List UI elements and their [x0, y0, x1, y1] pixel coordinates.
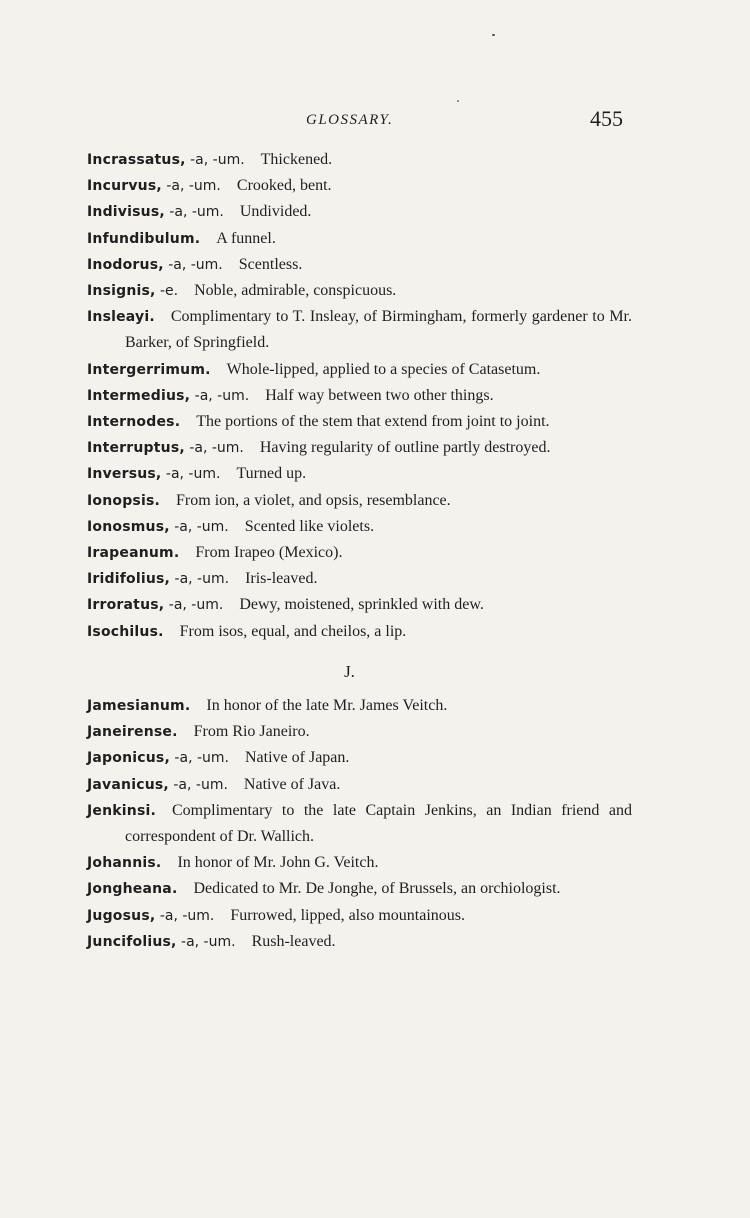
- glossary-entry: [87, 903, 632, 929]
- entries-section-j: [87, 693, 632, 955]
- glossary-entry: [87, 876, 632, 902]
- glossary-entry: [87, 383, 632, 409]
- glossary-entry: [87, 147, 632, 173]
- glossary-entry: [87, 278, 632, 304]
- entries-section-i: [87, 147, 632, 645]
- glossary-entry: [87, 199, 632, 225]
- ink-speck: [492, 34, 495, 36]
- glossary-entry: [87, 929, 632, 955]
- entry-term: Jugosus,: [87, 907, 156, 924]
- entry-definition: The portions of the stem that extend from joint to joint.: [196, 413, 550, 431]
- entry-definition: Native of Java.: [243, 775, 341, 793]
- entry-definition: Rush-leaved.: [251, 932, 336, 950]
- entry-definition: From isos, equal, and cheilos, a lip.: [179, 622, 407, 640]
- glossary-entry: [87, 514, 632, 540]
- entry-suffix: -a, -um.: [164, 597, 224, 614]
- glossary-entry: [87, 850, 632, 876]
- glossary-entry: [87, 772, 632, 798]
- entry-term: Juncifolius,: [87, 933, 177, 950]
- glossary-entry: [87, 461, 632, 487]
- entry-definition: Scented like violets.: [244, 517, 375, 535]
- ink-speck: [457, 100, 459, 102]
- entry-definition: Native of Japan.: [244, 749, 350, 767]
- section-heading-j: J.: [344, 661, 355, 681]
- entry-term: Internodes.: [87, 414, 181, 431]
- entry-suffix: -a, -um.: [168, 776, 228, 793]
- entry-term: Johannis.: [87, 855, 162, 872]
- entry-definition: Complimentary to T. Insleay, of Birmingham, formerly gardener to Mr. Barker, of Springfield.: [125, 308, 632, 352]
- entry-definition: Turned up.: [236, 465, 307, 483]
- entry-term: Incrassatus,: [87, 152, 186, 168]
- entry-definition: From Irapeo (Mexico).: [195, 544, 343, 562]
- entry-suffix: -a, -um.: [164, 204, 224, 221]
- entry-suffix: -a, -um.: [170, 571, 230, 588]
- entry-term: Inodorus,: [87, 256, 164, 273]
- entry-definition: Scentless.: [238, 255, 303, 273]
- glossary-entry: [87, 719, 632, 745]
- entry-suffix: -a, -um.: [161, 466, 221, 483]
- entry-suffix: -a, -um.: [155, 907, 215, 924]
- glossary-entry: [87, 173, 632, 199]
- entry-term: Ionosmus,: [87, 518, 170, 535]
- glossary-entry: [87, 619, 632, 645]
- page-header: [0, 106, 750, 140]
- entry-definition: Noble, admirable, conspicuous.: [194, 282, 397, 300]
- glossary-entries: [87, 147, 632, 955]
- glossary-entry: [87, 304, 632, 356]
- glossary-entry: [87, 798, 632, 850]
- entry-term: Insignis,: [87, 283, 156, 300]
- entry-term: Infundibulum.: [87, 230, 201, 247]
- entry-term: Jenkinsi.: [87, 802, 156, 819]
- entry-definition: From Rio Janeiro.: [193, 723, 310, 741]
- glossary-entry: [87, 252, 632, 278]
- page-number: 455: [590, 106, 623, 131]
- entry-term: Intergerrimum.: [87, 361, 211, 378]
- entry-definition: Whole-lipped, applied to a species of Catasetum.: [226, 360, 541, 378]
- glossary-entry: [87, 357, 632, 383]
- entry-suffix: -a, -um.: [169, 750, 229, 767]
- entry-term: Inversus,: [87, 466, 162, 483]
- glossary-entry: [87, 693, 632, 719]
- entry-definition: Undivided.: [239, 203, 312, 221]
- entry-term: Insleayi.: [87, 309, 155, 326]
- running-title: GLOSSARY.: [306, 112, 394, 128]
- entry-definition: Half way between two other things.: [265, 386, 494, 404]
- entry-term: Incurvus,: [87, 178, 162, 195]
- entry-suffix: -e.: [155, 283, 179, 300]
- entry-term: Jongheana.: [87, 881, 178, 898]
- entry-definition: From ion, a violet, and opsis, resemblance.: [176, 491, 451, 509]
- glossary-entry: [87, 745, 632, 771]
- entry-definition: Crooked, bent.: [236, 177, 332, 195]
- entry-term: Isochilus.: [87, 623, 164, 640]
- entry-term: Ionopsis.: [87, 492, 161, 509]
- entry-term: Japonicus,: [87, 750, 170, 767]
- entry-term: Indivisus,: [87, 204, 165, 221]
- entry-definition: In honor of Mr. John G. Veitch.: [177, 854, 379, 872]
- glossary-entry: [87, 488, 632, 514]
- entry-term: Intermedius,: [87, 387, 191, 404]
- glossary-entry: [87, 226, 632, 252]
- entry-suffix: -a, -um.: [176, 933, 236, 950]
- entry-definition: Iris-leaved.: [245, 570, 318, 588]
- glossary-entry: [87, 540, 632, 566]
- entry-term: Javanicus,: [87, 776, 169, 793]
- entry-definition: In honor of the late Mr. James Veitch.: [206, 697, 448, 715]
- glossary-entry: [87, 566, 632, 592]
- entry-definition: Thickened.: [260, 151, 333, 168]
- entry-suffix: -a, -um.: [185, 152, 245, 168]
- entry-term: Jamesianum.: [87, 698, 191, 715]
- entry-definition: Dewy, moistened, sprinkled with dew.: [239, 596, 484, 614]
- entry-suffix: -a, -um.: [161, 178, 221, 195]
- entry-suffix: -a, -um.: [184, 440, 244, 457]
- glossary-entry: [87, 409, 632, 435]
- glossary-entry: [87, 435, 632, 461]
- entry-suffix: -a, -um.: [169, 518, 229, 535]
- entry-term: Janeirense.: [87, 724, 178, 741]
- entry-term: Interruptus,: [87, 440, 185, 457]
- entry-term: Irroratus,: [87, 597, 165, 614]
- entry-definition: Dedicated to Mr. De Jonghe, of Brussels, an orchiologist.: [193, 880, 561, 898]
- entry-definition: Having regularity of outline partly destroyed.: [259, 439, 551, 457]
- entry-term: Iridifolius,: [87, 571, 171, 588]
- entry-definition: Furrowed, lipped, also mountainous.: [230, 906, 466, 924]
- entry-suffix: -a, -um.: [163, 256, 223, 273]
- entry-definition: A funnel.: [216, 229, 276, 247]
- entry-term: Irapeanum.: [87, 545, 180, 562]
- glossary-entry: [87, 592, 632, 618]
- entry-definition: Complimentary to the late Captain Jenkins, an Indian friend and correspondent of Dr. Wallich.: [125, 801, 632, 846]
- entry-suffix: -a, -um.: [190, 387, 250, 404]
